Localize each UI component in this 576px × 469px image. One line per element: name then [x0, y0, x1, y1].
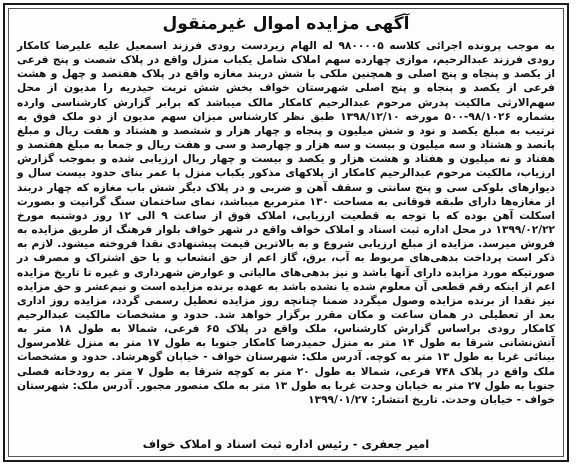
notice-inner-border: [8, 8, 564, 457]
notice-body: به موجب پرونده اجرائی کلاسه ۹۸۰۰۰۰۵ له الهام زیردست رودی فرزند اسمعیل علیه علیرضا کامکار رودی فرزند عبدالرحیم، موازی چهارده سهم املاک شامل یکباب منزل واقع در پلاک شصت و پنج فرعی از یکصد و پنجاه و پنج اصلی و همچنین ملکی با شش دربند مغازه واقع در پلاک هفتصد و چهل و هشت فرعی از یکصد و پنجاه و پنج اصلی شهرستان خواف بخش شش تربت حیدریه را مدیون از محل سهم‌الارثی مالکیت پدرش مرحوم عبدالرحیم کامکار مالک میباشد که برابر گزارش کارشناسی وارده بشماره ۹۸/۱۰۲۶-۵۰۰ مورخه ۱۳۹۸/۱۲/۱۰ طبق نظر کارشناس میزان سهم مدیون از دو ملک فوق به ترتیب به مبلغ یکصد و نود و شش میلیون و پنجاه و چهار هزار و ششصد و هشتاد و هفت ریال و مبلغ پانصد و هشتاد و سه میلیون و بیست و سه هزار و چهارصد و سی و هفت ریال و جمعا به مبلغ هفتصد و هفتاد و نه میلیون و هفتاد و هشت هزار و یکصد و بیست و چهار ریال ارزیابی شده و بموجب گزارش ارزیاب، مالکیت مرحوم عبدالرحیم کامکار از پلاکهای مذکور یکباب منزل با عمر بنای حدود بیست سال و دیوارهای بلوکی سی و پنج سانتی و سقف آهن و ضربی و در پلاک دیگر شش باب مغازه که چهار دربند از مغازه‌ها دارای طبقه فوقانی به مساحت ۱۳۰ مترمربع میباشد، نمای ساختمان سنگ گرانیت و بصورت اسکلت آهن بوده که با توجه به قطعیت ارزیابی، املاک فوق از ساعت ۹ الی ۱۲ روز دوشنبه مورخ ۱۳۹۹/۰۲/۲۲ در محل اداره ثبت اسناد و املاک خواف واقع در شهر خواف بلوار فرهنگ از طریق مزایده به فروش میرسد. مزایده از مبلغ ارزیابی شروع و به بالاترین قیمت پیشنهادی نقدا فروخته میشود. لازم به ذکر است پرداخت بدهی‌های مربوط به آب، برق، گاز اعم از حق انشعاب و یا حق اشتراک و مصرف در صورتیکه مورد مزایده دارای آنها باشد و نیز بدهی‌های مالیاتی و عوارض شهرداری و غیره تا تاریخ مزایده اعم از اینکه رقم قطعی آن معلوم شده یا نشده باشد به عهده برنده مزایده است و نیم‌عشر و حق مزایده نیز نقدا از برنده مزایده وصول میگردد ضمنا چنانچه روز مزایده تعطیل رسمی گردد، مزایده روز اداری بعد از تعطیلی در همان ساعت و مکان مقرر برگزار خواهد شد. حدود و مشخصات مالکیت عبدالرحیم کامکار رودی براساس گزارش کارشناس، ملک واقع در پلاک ۶۵ فرعی، شمالا به طول ۱۸ متر به آتش‌نشانی شرقا به طول ۱۴ متر به منزل حمیدرضا کامکار جنوبا به طول ۱۷ متر به منزل غلامرسول بینائی غربا به طول ۱۳ متر به کوچه. آدرس ملک: شهرستان خواف - خیابان گوهرشاد. حدود و مشخصات ملک واقع در پلاک ۷۴۸ فرعی، شمالا به طول ۲۰ متر به کوچه شرقا به طول ۷ متر به رودخانه فصلی جنوبا به طول ۲۷ متر به خیابان وحدت غربا به طول ۱۳ متر به ملک منصور مجبور. آدرس ملک: شهرستان خواف - خیابان وحدت. تاریخ انتشار: ۱۳۹۹/۰۱/۲۷: [17, 40, 556, 406]
notice-frame: [3, 3, 569, 462]
notice-title: آگهی مزایده اموال غیرمنقول: [162, 14, 410, 34]
notice-signature: امیر جعفری - رئیس اداره ثبت اسناد و املاک خواف: [142, 437, 430, 451]
